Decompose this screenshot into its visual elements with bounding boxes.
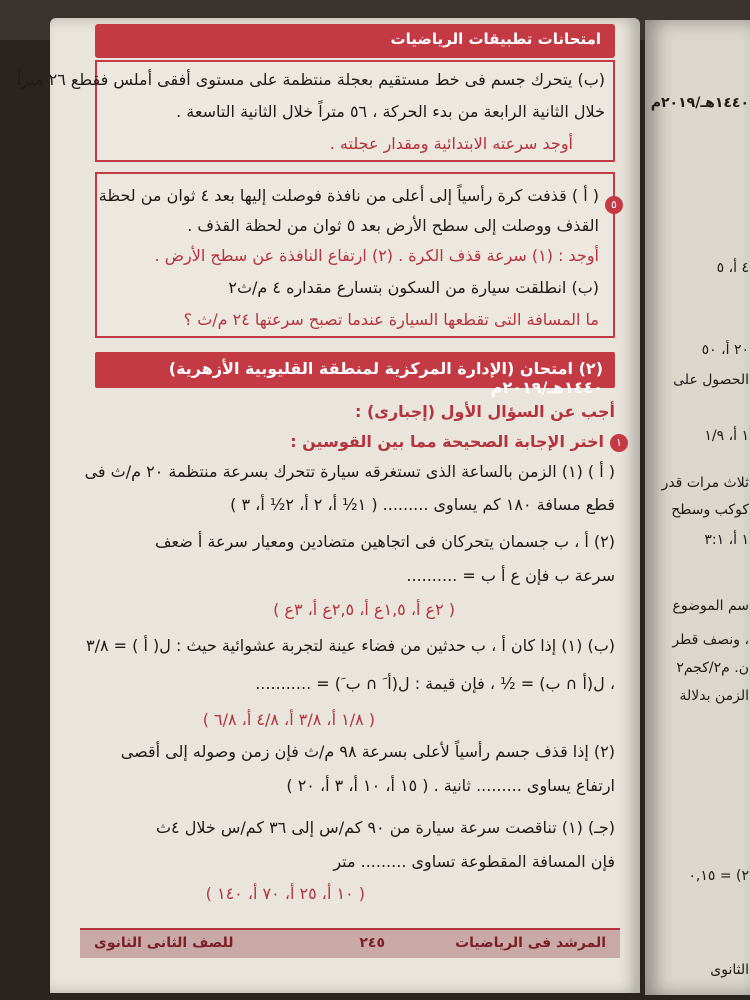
question-line: (ب) (١) إذا كان أ ، ب حدثين من فضاء عينة لتجربة عشوائية حيث : ل( أ ) = ٣/٨ xyxy=(85,636,615,655)
question-line: فإن المسافة المقطوعة تساوى ......... متر xyxy=(333,852,615,871)
footer-book-title: المرشد فى الرياضيات xyxy=(455,935,606,951)
facing-line: ١ أ، ٣:١ xyxy=(704,532,749,548)
problem-line: ( أ ) قذفت كرة رأسياً إلى أعلى من نافذة فوصلت إليها بعد ٤ ثوان من لحظة xyxy=(98,186,599,205)
question-line: قطع مسافة ١٨٠ كم يساوى ......... ( ١½ أ، ٢ أ، ٢½ أ، ٣ ) xyxy=(230,495,615,514)
question-line: (٢) أ ، ب جسمان يتحركان فى اتجاهين متضادين ومعيار سرعة أ ضعف xyxy=(154,532,615,551)
problem-box-5 xyxy=(95,172,615,338)
facing-line: ن. م٢/كجم٢ xyxy=(676,660,749,676)
problem-line: خلال الثانية الرابعة من بدء الحركة ، ٥٦ متراً خلال الثانية التاسعة . xyxy=(176,102,605,121)
facing-line: ، ونصف قطر xyxy=(672,632,749,648)
problem-line: ما المسافة التى تقطعها السيارة عندما تصبح سرعتها ٢٤ م/ث ؟ xyxy=(183,310,599,329)
question-instruction: اختر الإجابة الصحيحة مما بين القوسين : xyxy=(290,432,604,451)
facing-line: ١٤٤٠هـ/٢٠١٩م xyxy=(650,95,749,111)
facing-line: كوكب وسطح xyxy=(671,502,749,518)
facing-line: ١ أ، ١/٩ xyxy=(704,428,749,444)
exam-title-band xyxy=(95,352,615,397)
page-number: ٢٤٥ xyxy=(359,935,385,951)
question-line: سرعة ب فإن ع أ ب = .......... xyxy=(406,566,615,585)
problem-line: أوجد : (١) سرعة قذف الكرة . (٢) ارتفاع النافذة عن سطح الأرض . xyxy=(154,246,599,265)
exam-title: (٢) امتحان (الإدارة المركزية لمنطقة القليوبية الأزهرية) ١٤٤٠هـ/٢٠١٩م xyxy=(168,359,603,397)
question-line: (٢) إذا قذف جسم رأسياً لأعلى بسرعة ٩٨ م/ث فإن زمن وصوله إلى أقصى xyxy=(120,742,615,761)
problem-box-top xyxy=(16,60,615,162)
problem-line: أوجد سرعته الابتدائية ومقدار عجلته . xyxy=(329,134,573,153)
question-number-marker: ٥ xyxy=(605,196,623,214)
facing-line: ٢٠ أ، ٥٠ xyxy=(701,342,749,358)
facing-page xyxy=(645,20,750,995)
question-number-marker: ١ xyxy=(610,434,628,452)
facing-line: ٤ أ، ٥ xyxy=(716,260,749,276)
problem-line: (ب) يتحرك جسم فى خط مستقيم بعجلة منتظمة على مستوى أفقى أملس فقطع ٢٦ متراً xyxy=(16,70,605,89)
question-line: ، ل(أ ∩ ب) = ½ ، فإن قيمة : ل(أ َ ∩ ب َ) = ........... xyxy=(255,674,615,693)
answer-choices: ( ١٠ أ، ٢٥ أ، ٧٠ أ، ١٤٠ ) xyxy=(205,884,365,903)
answer-choices: ( ٢ع أ، ١,٥ع أ، ٢,٥ع أ، ٣ع ) xyxy=(273,600,455,619)
problem-line: القذف ووصلت إلى سطح الأرض بعد ٥ ثوان من لحظة القذف . xyxy=(187,216,599,235)
facing-line: الثانوى xyxy=(710,962,749,978)
facing-line: ثلاث مرات قدر xyxy=(661,475,749,491)
question-line: ( أ ) (١) الزمن بالساعة الذى تستغرقه سيارة تتحرك بسرعة منتظمة ٢٠ م/ث فى xyxy=(84,462,615,481)
facing-line: سم الموضوع xyxy=(672,598,749,614)
facing-line: الزمن بدلالة xyxy=(679,688,749,704)
question-line: (جـ) (١) تناقصت سرعة سيارة من ٩٠ كم/س إلى ٣٦ كم/س خلال ٤ث xyxy=(155,818,615,837)
page-footer xyxy=(80,928,620,958)
footer-grade: للصف الثانى الثانوى xyxy=(94,935,234,951)
facing-line: الحصول على xyxy=(673,372,749,388)
question-heading: أجب عن السؤال الأول (إجبارى) : xyxy=(355,402,615,421)
question-line: ارتفاع يساوى ......... ثانية . ( ١٥ أ، ١٠ أ، ٣ أ، ٢٠ ) xyxy=(286,776,615,795)
page-header xyxy=(95,24,615,58)
problem-line: (ب) انطلقت سيارة من السكون بتسارع مقداره ٤ م/ث٢ xyxy=(228,278,599,297)
header-title: امتحانات تطبيقات الرياضيات xyxy=(390,30,601,48)
facing-line: ٢) = ٠,١٥ xyxy=(688,868,749,884)
answer-choices: ( ١/٨ أ، ٣/٨ أ، ٤/٨ أ، ٦/٨ ) xyxy=(202,710,375,729)
